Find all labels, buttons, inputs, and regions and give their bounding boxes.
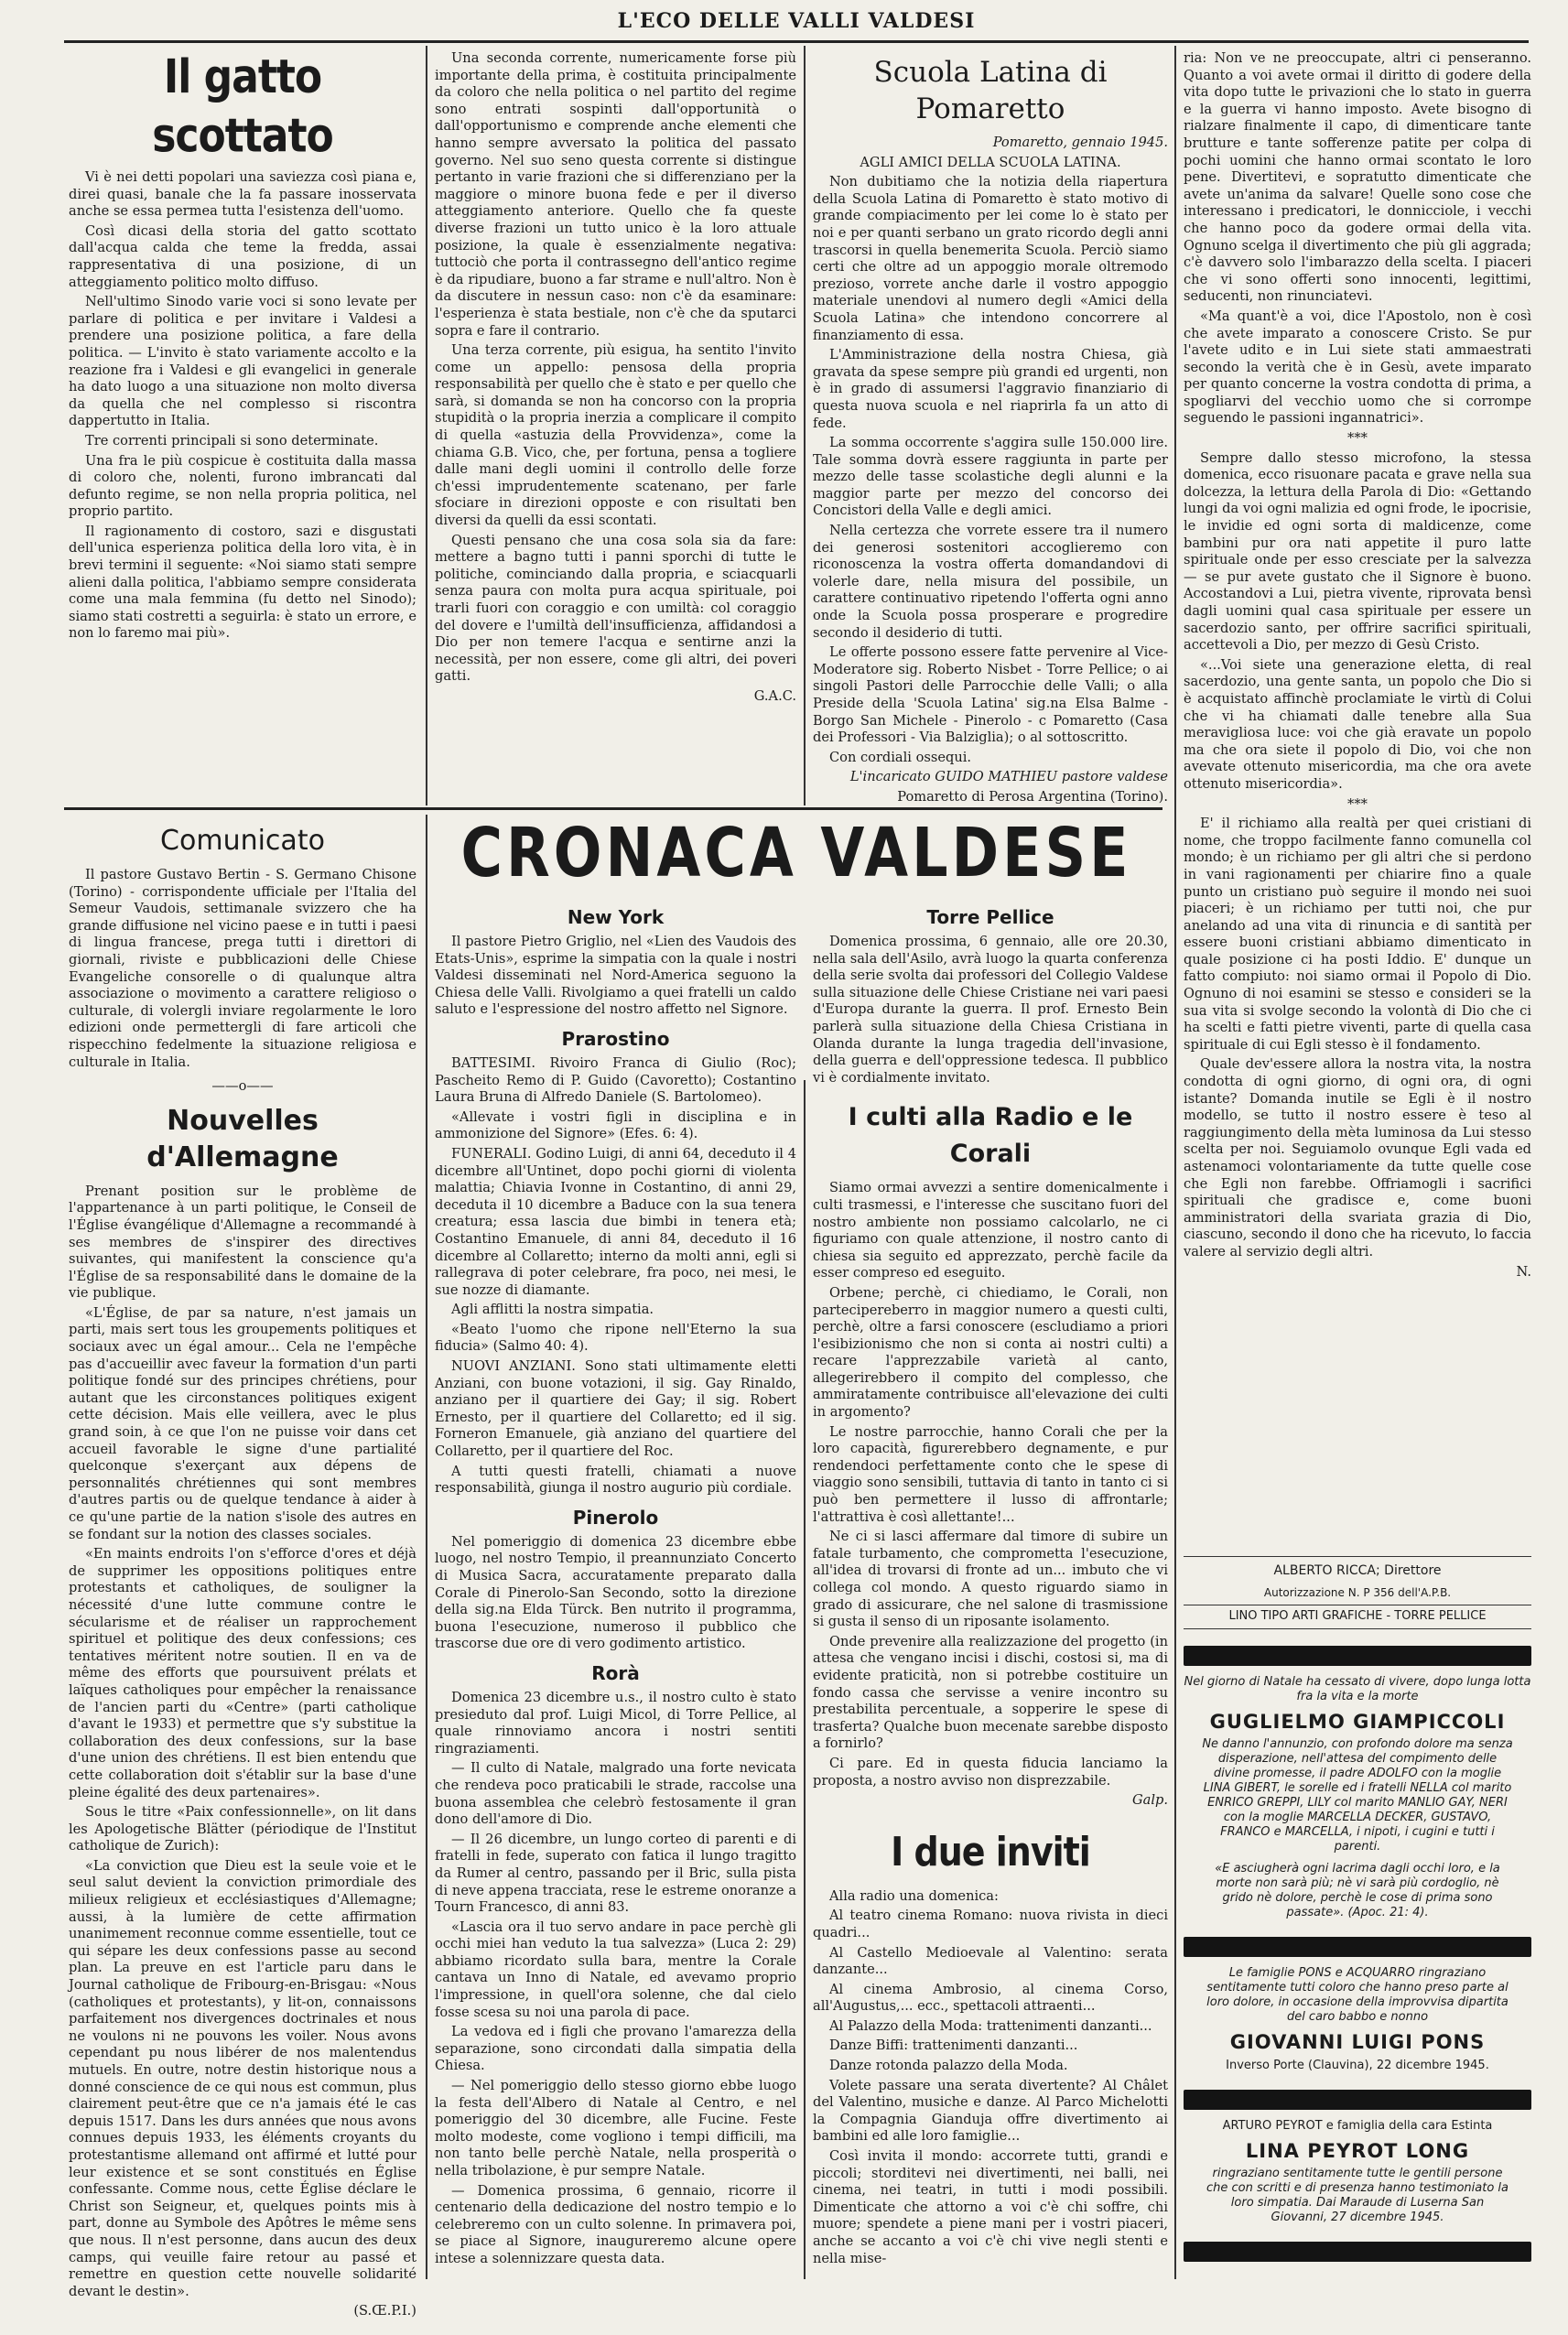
- paragraph: Al Castello Medioevale al Valentino: serata danzante...: [813, 1944, 1168, 1978]
- dateline: Pomaretto, gennaio 1945.: [992, 135, 1168, 150]
- paragraph: Tre correnti principali si sono determinate.: [85, 432, 379, 449]
- authorization: Autorizzazione N. P 356 dell'A.P.B.: [1263, 1586, 1452, 1599]
- article-title: I culti alla Radio e le Corali: [848, 1103, 1133, 1169]
- paragraph: Sempre dallo stesso microfono, la stessa domenica, ecco risuonare pacata e grave nella sua dolcezza, la lettura della Parola di Dio: «Gettando lungi da voi ogni malizia ed ogni frode, le ipocrisie, le invidie ed ogni sorta di maldicenze, come bambini pur ora nati appetite il puro latte spirituale onde per esso cresciate per la salvezza — se pur avete gustato che il Signore è buono. Accostandovi a Lui, pietra vivente, riprovata bensì dagli uomini qual casa spirituale per essere un sacerdozio santo, per offrire sacrifici spirituali, accettevoli a Dio, per mezzo di Gesù Cristo.: [1184, 449, 1531, 654]
- paragraph: Al Palazzo della Moda: trattenimenti danzanti...: [829, 2017, 1152, 2034]
- top-rule: [64, 40, 1529, 43]
- paragraph: BATTESIMI. Rivoiro Franca di Giulio (Roc); Pascheito Remo di P. Guido (Cavoretto); Costantino Laura Bruna di Alfredo Daniele (S. Bartolomeo).: [435, 1054, 796, 1106]
- article-title: Nouvelles d'Allemagne: [146, 1104, 339, 1173]
- paragraph: Vi è nei detti popolari una saviezza così piana e, direi quasi, banale che la fa passare inosservata anche se essa permea tutta l'esistenza dell'uomo.: [69, 169, 416, 220]
- printer: LINO TIPO ARTI GRAFICHE - TORRE PELLICE: [1184, 1605, 1531, 1629]
- subsection-title: Prarostino: [561, 1027, 670, 1050]
- paragraph: Nella certezza che vorrete essere tra il numero dei generosi sostenitori accoglieremo con riconoscenza la vostra offerta domandandovi di volerle dare, nella misura del possibile, un carattere continuativo ripetendo l'offerta ogni anno onde la Scuola possa prosperare e progredire secondo il desiderio di tutti.: [813, 523, 1168, 641]
- paragraph: Danze rotonda palazzo della Moda.: [829, 2058, 1068, 2074]
- paragraph: Il pastore Gustavo Bertin - S. Germano Chisone (Torino) - corrispondente ufficiale per l'Italia del Semeur Vaudois, settimanale svizzero che ha grande diffusione nel vicino paese e in tutti i paesi di lingua francese, prega tutti i direttori di giornali, riviste e pubblicazioni delle Chiese Evangeliche consorelle o di qualunque altra associazione o movimento a carattere religioso o culturale, di volergli inviare regolarmente le loro edizioni onde permettergli di fare articoli che rispecchino fedelmente la situazione religiosa e culturale in Italia.: [69, 867, 416, 1070]
- paragraph: «La conviction que Dieu est la seule voie et le seul salut devient la conviction primordiale des milieux religieux et ecclésiastiques d'Allemagne; aussi, à la lumière de cette affirmation unanimement reconnue comme essentielle, tout ce qui sépare les deux confessions passe au second plan. La preuve en est l'article paru dans le Journal catholique de Fribourg-en-Brisgau: «Nous (catholiques et protestants), y lit-on, connaissons parfaitement nos divergences doctrinales et nous ne voulons ni ne pouvons les voiler. Nous avons cependant pu nous libérer de nos malentendus mutuels. En outre, notre destin historique nous a donné conscience de ce qui nous est commun, plus clairement peut-être que ce n'a jamais été le cas depuis 1517. Dans les durs années que nous avons connues depuis 1933, les éléments croyants du protestantisme allemand ont affirmé et lutté pour leur existence et se sont constitués en Église confessante. Comme nous, cette Église déclare le Christ son Seigneur, et, quelques points mis à part, donne au Symbole des Apôtres le même sens que nous. Il n'est personne, dans aucun des deux camps, qui veuille faire retour au passé et remettre en question cette nouvelle solidarité devant le destin».: [69, 1857, 416, 2299]
- paragraph: «Beato l'uomo che ripone nell'Eterno la sua fiducia» (Salmo 40: 4).: [435, 1321, 796, 1355]
- column-rule: [1174, 46, 1176, 2279]
- director-line: ALBERTO RICCA; Direttore: [1184, 1556, 1531, 1579]
- notice-quote: «E asciugherà ogni lacrima dagli occhi loro, e la morte non sarà più; nè vi sarà più cordoglio, nè grido nè dolore, perchè le cose di prima sono passate». (Apoc. 21: 4).: [1215, 1862, 1500, 1920]
- separator: ——o——: [211, 1078, 274, 1095]
- notice-intro: ARTURO PEYROT e famiglia della cara Estinta: [1222, 2118, 1493, 2133]
- paragraph: — Il culto di Natale, malgrado una forte nevicata che rendeva poco praticabili le strade, raccolse una buona assemblea che celebrò festosamente il gran dono dell'amore di Dio.: [435, 1760, 796, 1828]
- paragraph: L'Amministrazione della nostra Chiesa, già gravata da spese sempre più grandi ed urgenti, non è in grado di assumersi l'aggravio finanziario di questa nuova scuola e nel riaprirla fa un atto di fede.: [813, 347, 1168, 431]
- paragraph: — Domenica prossima, 6 gennaio, ricorre il centenario della dedicazione del nostro tempio e lo celebreremo con un culto solenne. In primavera poi, se piace al Signore, inaugureremo alcune opere intese a solennizzare questa data.: [435, 2182, 796, 2266]
- paragraph: Volete passare una serata divertente? Al Châlet del Valentino, musiche e danze. Al Parco Michelotti la Compagnia Gianduja offre divertimento ai bambini ed alle loro famiglie...: [813, 2077, 1168, 2145]
- paragraph: Orbene; perchè, ci chiediamo, le Corali, non partecipereberro in maggior numero a questi culti, perchè, oltre a farsi conoscere (escludiamo a priori l'esibizionismo che non si conta ai nostri culti) a recare l'apprezzabile varietà al canto, allegerirebbero il compito del complesso, che ammiratamente contribuisce all'elevazione dei culti in argomento?: [813, 1284, 1168, 1421]
- subsection-title: New York: [567, 906, 665, 928]
- signature: Galp.: [1131, 1792, 1168, 1809]
- signature: G.A.C.: [753, 687, 796, 704]
- paragraph: Onde prevenire alla realizzazione del progetto (in attesa che vengano incisi i dischi, costosi si, ma di evidente praticità, non si potrebbe costituire un fondo cassa che servisse a venire incontro su prestabilita percentuale, a sopperire le spese di trasferta? Qualche buon mecenate sarebbe disposto a fornirlo?: [813, 1633, 1168, 1752]
- article-scuola: [813, 50, 1168, 805]
- notice-date: Inverso Porte (Clauvina), 22 dicembre 1945.: [1226, 2058, 1489, 2072]
- paragraph: Danze Biffi: trattenimenti danzanti...: [829, 2038, 1078, 2054]
- subsection-title: Pinerolo: [572, 1506, 659, 1529]
- paragraph: Quale dev'essere allora la nostra vita, la nostra condotta di ogni giorno, di ogni ora, di ogni istante? Domanda inutile se Egli è il nostro modello, se tutto il nostro essere è teso al raggiungimento della mèta luminosa da Lui stesso scelta per noi. Seguiamolo ovunque Egli vada ed astenamoci volontariamente da tutte quelle cose che Egli non farebbe. Offriamogli i sacrifici spirituali che gradisce e, come buoni amministratori della svariata grazia di Dio, ciascuno, secondo il dono che ha ricevuto, lo faccia valere al servizio degli altri.: [1184, 1056, 1531, 1259]
- masthead: L'ECO DELLE VALLI VALDESI: [617, 9, 976, 33]
- signature: (S.Œ.P.I.): [353, 2303, 416, 2319]
- paragraph: Così dicasi della storia del gatto scottato dall'acqua calda che teme la fredda, assai rappresentativa di una posizione, di un atteggiamento politico molto diffuso.: [69, 222, 416, 290]
- notices-box: [1184, 1556, 1531, 2288]
- paragraph: Il pastore Pietro Griglio, nel «Lien des Vaudois des Etats-Unis», esprime la simpatia con la quale i nostri Valdesi disseminati nel Nord-America seguono la Chiesa delle Valli. Rivolgiamo a quei fratelli un caldo saluto e l'espressione del nostro affetto nel Signore.: [435, 934, 796, 1018]
- paragraph: La vedova ed i figli che provano l'amarezza della separazione, sono circondati dalla simpatia della Chiesa.: [435, 2024, 796, 2074]
- signature: N.: [1516, 1263, 1531, 1280]
- cronaca-col-right: [813, 897, 1168, 2284]
- paragraph: Alla radio una domenica:: [829, 1887, 999, 1904]
- paragraph: Ne ci si lasci affermare dal timore di subire un fatale turbamento, che comprometta l'esecuzione, all'idea di trovarsi di fronte ad un... imbuto che vi collega col mondo. A questo riguardo siamo in grado di assicurare, che nel salone di trasmissione si gusta il senso di un riposante isolamento.: [813, 1529, 1168, 1630]
- stars: ***: [1347, 430, 1368, 447]
- paragraph: Agli afflitti la nostra simpatia.: [451, 1302, 654, 1318]
- paragraph: Nell'ultimo Sinodo varie voci si sono levate per parlare di politica e per invitare i Valdesi a prendere una posizione politica, a fare della politica. — L'invito è stato variamente accolto e la reazione fra i Valdesi e gli evangelici in generale ha dato luogo a una situazione non molto diversa da quella che nel complesso si riscontra dappertutto in Italia.: [69, 294, 416, 429]
- address: Pomaretto di Perosa Argentina (Torino).: [897, 788, 1168, 805]
- paragraph: Le offerte possono essere fatte pervenire al Vice-Moderatore sig. Roberto Nisbet - Torre Pellice; o ai singoli Pastori delle Parrocchie delle Valli; o alla Preside della 'Scuola Latina' sig.na Elsa Balme - Borgo San Michele - Pinerolo - c Pomaretto (Casa dei Professori - Via Balziglia); o al sottoscritto.: [813, 644, 1168, 746]
- article-comunicato-nouvelles: [69, 819, 416, 2319]
- signature: L'incaricato GUIDO MATHIEU pastore valdese: [849, 769, 1168, 785]
- column-rule: [426, 46, 427, 805]
- notice-name: GIOVANNI LUIGI PONS: [1229, 2031, 1486, 2054]
- paragraph: «L'Église, de par sa nature, n'est jamais un parti, mais sert tous les groupements politiques et sociaux avec un égal amour... Cela ne l'empêche pas d'accueillir avec faveur la formation d'un parti politique fondé sur des principes chrétiens, pour autant que les circonstances politiques exigent cette décision. Mais elle veillera, avec le plus grand soin, à ce que l'on ne puisse voir dans cet accueil favorable le signe d'une partialité quelconque s'exerçant aux dépens de personnalités chrétiennes qui sont membres d'autres partis ou de quelque tendance à aider à ce qu'une partie de la nation s'isole des autres en se fondant sur la notion des classes sociales.: [69, 1304, 416, 1542]
- cronaca-col-left: [435, 897, 796, 2284]
- salutation: AGLI AMICI DELLA SCUOLA LATINA.: [860, 154, 1121, 170]
- article-title: Il gatto scottato: [152, 49, 333, 163]
- notice-intro: Nel giorno di Natale ha cessato di vivere, dopo lunga lotta fra la vita e la morte: [1184, 1674, 1531, 1703]
- paragraph: «Lascia ora il tuo servo andare in pace perchè gli occhi miei han veduto la tua salvezza» (Luca 2: 29) abbiamo ricordato sulla bara, mentre la Corale cantava un Inno di Natale, ed avevamo proprio l'impressione, in quell'ora solenne, che dal cielo fosse scesa su noi una parola di pace.: [435, 1919, 796, 2020]
- paragraph: «En maints endroits l'on s'efforce d'ores et déjà de supprimer les oppositions politiques entre protestants et catholiques, de souligner la nécessité d'une lutte commune contre le sécularisme et de réaliser un rapprochement spirituel et politique des deux confessions; ces tentatives méritent notre soutien. Il en va de même des efforts que poursuivent prélats et laïques catholiques pour empêcher la renaissance de l'ancien parti du «Centre» (parti catholique d'avant le 1933) et permettre que s'y substitue la collaboration des deux confessions, sur la base d'une union des chrétiens. Il est bien entendu que cette collaboration doit s'établir sur la base d'une pleine égalité des deux partenaires».: [69, 1546, 416, 1800]
- article-title: I due inviti: [891, 1828, 1090, 1876]
- paragraph: Nel pomeriggio di domenica 23 dicembre ebbe luogo, nel nostro Tempio, il preannunziato Concerto di Musica Sacra, accuratamente preparato dalla Corale di Pinerolo-San Secondo, sotto la direzione della sig.na Elda Türck. Ben nutrito il programma, buona l'esecuzione, numeroso il pubblico che trascorse due ore di vero godimento artistico.: [435, 1533, 796, 1652]
- paragraph: A tutti questi fratelli, chiamati a nuove responsabilità, giunga il nostro augurio più cordiale.: [435, 1463, 796, 1497]
- notice-text: ringraziano sentitamente tutte le gentili persone che con scritti e di presenza hanno testimoniato la loro simpatia. Dai Maraude di Luserna San Giovanni, 27 dicembre 1945.: [1206, 2167, 1509, 2225]
- notice-name: GUGLIELMO GIAMPICCOLI: [1209, 1710, 1506, 1733]
- paragraph: ria: Non ve ne preoccupate, altri ci penseranno. Quanto a voi avete ormai il diritto di godere della vita dopo tutte le privazioni che lo stato in guerra e la guerra vi hanno imposto. Avete bisogno di rialzare finalmente il capo, di dimenticare tante brutture e tante sofferenze patite per colpa di pochi uomini che hanno ormai scontato le loro pene. Divertitevi, e sopratutto dimenticate che avete un'anima da salvare! Quelle sono cose che interessano i predicatori, le donnicciole, i vecchi che hanno poco da godere ormai della vita. Ognuno scelga il divertimento che più gli aggrada; c'è davvero solo l'imbarazzo della scelta. I piaceri che vi sono offerti sono innocenti, legittimi, seducenti, non rinunciatevi.: [1184, 50, 1531, 305]
- black-bar: [1184, 1646, 1531, 1666]
- subsection-title: Rorà: [591, 1661, 640, 1684]
- column-rule: [804, 46, 806, 805]
- column-rule: [426, 815, 427, 2279]
- paragraph: «Allevate i vostri figli in disciplina e in ammonizione del Signore» (Efes. 6: 4).: [435, 1108, 796, 1142]
- paragraph: Così invita il mondo: accorrete tutti, grandi e piccoli; storditevi nei divertimenti, nei balli, nei cinema, nei teatri, in tutti i modi possibili. Dimenticate che attorno a voi c'è chi soffre, chi muore; spendete a piene mani per i vostri piaceri, anche se accanto a voi c'è chi vive negli stenti e nella mise-: [813, 2148, 1168, 2266]
- paragraph: «Ma quant'è a voi, dice l'Apostolo, non è così che avete imparato a conoscere Cristo. Se pur l'avete udito e in Lui siete stati ammaestrati secondo la verità che è in Gesù, avete imparato per quanto concerne la vostra condotta di prima, a spogliarvi del vecchio uomo che si corrompe seguendo le passioni ingannatrici».: [1184, 308, 1531, 427]
- paragraph: «...Voi siete una generazione eletta, di real sacerdozio, una gente santa, un popolo che Dio si è acquistato affinchè proclamiate le virtù di Colui che vi ha chiamati dalle tenebre alla Sua meravigliosa luce: voi che già eravate un popolo ma che ora siete il popolo di Dio, voi che non avevate ottenuto misericordia, ma che ora avete ottenuto misericordia».: [1184, 656, 1531, 792]
- stars: ***: [1347, 795, 1368, 812]
- paragraph: Una terza corrente, più esigua, ha sentito l'invito come un appello: pensosa della propria responsabilità per quello che è stato e per quello che sarà, si domanda se non ha concorso con la propria stupidità o la propria inerzia a complicare il compito di quella «astuzia della Provvidenza», come la chiama G.B. Vico, che, per fortuna, pensa a togliere dalle mani degli uomini il controllo delle forze ch'essi imprudentemente scatenano, per farle sfociare in direzioni opposte e con risultati ben diversi da quelli da essi scontati.: [435, 342, 796, 529]
- paragraph: E' il richiamo alla realtà per quei cristiani di nome, che troppo facilmente fanno comunella col mondo; è un richiamo per gli altri che si perdono in vani ragionamenti per chiarire fino a quale punto un cristiano può seguire il mondo nei suoi piaceri; è un richiamo per tutti noi, che pur anelando ad una vita di rinuncia e di santità per essere buoni cristiani abbiamo dimenticato in quale posizione ci ha posti Iddio. E' dunque un fatto compiuto: noi siamo ormai il Popolo di Dio. Ognuno di noi esamini se stesso e consideri se la sua vita si svolge secondo la volontà di Dio che ci ha scelti e fatti pietre viventi, parte di quella casa spirituale di cui Egli stesso è il fondamento.: [1184, 816, 1531, 1053]
- paragraph: Al cinema Ambrosio, al cinema Corso, all'Augustus,... ecc., spettacoli attraenti...: [813, 1981, 1168, 2015]
- subsection-title: Torre Pellice: [926, 906, 1054, 928]
- article-title: Scuola Latina di Pomaretto: [873, 56, 1108, 125]
- paragraph: Il ragionamento di costoro, sazi e disgustati dell'unica esperienza politica della loro vita, è in brevi termini il seguente: «Noi siamo stati sempre alieni dalla politica, l'abbiamo sempre considerata come una mala femmina (fu detto nel Sinodo); siamo stati costretti a seguirla: è stato un errore, e non lo faremo mai più».: [69, 523, 416, 642]
- paragraph: Le nostre parrocchie, hanno Corali che per la loro capacità, figurerebbero degnamente, e pur rendendoci perfettamente conto che le spese di viaggio sono sensibili, tuttavia di tanto in tanto ci si può ben permettere il lusso di affrontarle; l'attrattiva è così allettante!...: [813, 1423, 1168, 1525]
- black-bar: [1184, 1937, 1531, 1957]
- paragraph: — Nel pomeriggio dello stesso giorno ebbe luogo la festa dell'Albero di Natale al Centro, e nel pomeriggio del 30 dicembre, alle Fucine. Feste molto modeste, come vogliono i tempi difficili, ma non tanto belle perchè Natale, nella prosperità o nella tribolazione, è pur sempre Natale.: [435, 2078, 796, 2178]
- paragraph: Sous le titre «Paix confessionnelle», on lit dans les Apologetische Blätter (périodique de l'Institut catholique de Zurich):: [69, 1804, 416, 1854]
- notice-name: LINA PEYROT LONG: [1245, 2139, 1470, 2162]
- article-gatto-col2: [435, 50, 796, 805]
- paragraph: Prenant position sur le problème de l'appartenance à un parti politique, le Conseil de l'Église évangélique d'Allemagne a recommandé à ses membres de s'inspirer des directives suivantes, qui manifestent la conscience qu'a l'Église de sa responsabilité dans le domaine de la vie publique.: [69, 1183, 416, 1302]
- notice-text: Le famiglie PONS e ACQUARRO ringraziano sentitamente tutti coloro che hanno preso parte al loro dolore, in occasione della improvvisa dipartita del caro babbo e nonno: [1206, 1966, 1509, 2025]
- black-bar: [1184, 2090, 1531, 2110]
- paragraph: Ci pare. Ed in questa fiducia lanciamo la proposta, a nostro avviso non disprezzabile.: [813, 1755, 1168, 1789]
- paragraph: Domenica prossima, 6 gennaio, alle ore 20.30, nella sala dell'Asilo, avrà luogo la quarta conferenza della serie svolta dai professori del Collegio Valdese sulla situazione delle Chiese Cristiane nei vari paesi d'Europa durante la guerra. Il prof. Ernesto Bein parlerà sulla situazione della Chiesa Cristiana in Olanda durante la lunga tragedia dell'invasione, della guerra e dell'oppressione tedesca. Il pubblico vi è cordialmente invitato.: [813, 934, 1168, 1086]
- closing: Con cordiali ossequi.: [829, 749, 972, 765]
- column-rule: [804, 1080, 806, 2279]
- paragraph: FUNERALI. Godino Luigi, di anni 64, deceduto il 4 dicembre all'Untinet, dopo pochi giorni di violenta malattia; Chiavia Ivonne in Costantino, di anni 29, deceduta il 10 dicembre a Baduce con la sua tenera creatura; essa lascia due bimbi in tenera età; Costantino Emanuele, di anni 84, deceduto il 16 dicembre al Collaretto; interno da molti anni, egli si rallegrava di poter celebrare, fra poco, nei mesi, le sue nozze di diamante.: [435, 1145, 796, 1298]
- paragraph: Questi pensano che una cosa sola sia da fare: mettere a bagno tutti i panni sporchi di tutte le politiche, cominciando dalla propria, e sciacquarli senza paura con molta pura acqua spirituale, poi trarli fuori con coraggio e con umiltà: col coraggio del dovere e l'umiltà dell'insufficienza, affidandosi a Dio per non temere l'acqua e sentirne anzi la necessità, per non essere, come gli altri, dei poveri gatti.: [435, 532, 796, 685]
- paragraph: Non dubitiamo che la notizia della riapertura della Scuola Latina di Pomaretto è stato motivo di grande compiacimento per lei come lo è stato per noi e per quanti serbano un grato ricordo degli anni trascorsi in quella benemerita Scuola. Perciò siamo certi che oltre ad un appoggio morale oltremodo prezioso, vorrete anche darle il vostro appoggio materiale unendovi al numero degli «Amici della Scuola Latina» che intendono concorrere al finanziamento di essa.: [813, 174, 1168, 343]
- article-title: Comunicato: [160, 825, 325, 857]
- paragraph: La somma occorrente s'aggira sulle 150.000 lire. Tale somma dovrà essere raggiunta in parte per mezzo delle tasse scolastiche degli alunni e la maggior parte per mezzo del concorso dei Concistori della Valle e degli amici.: [813, 435, 1168, 519]
- paragraph: Siamo ormai avvezzi a sentire domenicalmente i culti trasmessi, e l'interesse che suscitano fuori del nostro ambiente non possiamo calcolarlo, ne ci figuriamo con quale attenzione, il nostro canto di chiesa sia seguito ed apprezzato, perchè facile da esser compreso ed eseguito.: [813, 1180, 1168, 1281]
- black-bar: [1184, 2242, 1531, 2262]
- notice-text: Ne danno l'annunzio, con profondo dolore ma senza disperazione, nell'attesa del compimento delle divine promesse, il padre ADOLFO con la moglie LINA GIBERT, le sorelle ed i fratelli NELLA col marito ENRICO GREPPI, LILY col marito MANLIO GAY, NERI con la moglie MARCELLA DECKER, GUSTAVO, FRANCO e MARCELLA, i nipoti, i cugini e tutti i parenti.: [1202, 1737, 1513, 1854]
- paragraph: Una seconda corrente, numericamente forse più importante della prima, è costituita principalmente da coloro che nella politica o nel partito del regime sono entrati sospinti dall'opportunità o dall'opportunismo e comprende anche elementi che hanno sempre avversato la politica del passato governo. Nel suo seno questa corrente si distingue pertanto in varie frazioni che si differenziano per la maggiore o minore buona fede e per il diverso atteggiamento anteriore. Quello che fa queste diverse frazioni un tutto unico è la loro attuale posizione, la quale è essenzialmente negativa: tuttociò che porta il contrassegno dell'antico regime è da ripudiare, buono a far strame e null'altro. Non è da discutere in nessun caso: non c'è da esaminare: l'esperienza è stata bestiale, non c'è che da sputarci sopra e fare il contrario.: [435, 50, 796, 339]
- paragraph: — Il 26 dicembre, un lungo corteo di parenti e di fratelli in fede, superato con fatica il lungo tragitto da Rumer al centro, passando per il Bric, sulla pista di neve appena tracciata, rese le estreme onoranze a Tourn Francesco, di anni 83.: [435, 1831, 796, 1916]
- paragraph: NUOVI ANZIANI. Sono stati ultimamente eletti Anziani, con buone votazioni, il sig. Gay Rinaldo, anziano per il quartiere dei Gay; il sig. Robert Ernesto, per il quartiere del Collaretto; ed il sig. Forneron Emanuele, già anziano del quartiere del Collaretto, per il quartiere del Roc.: [435, 1358, 796, 1460]
- paragraph: Una fra le più cospicue è costituita dalla massa di coloro che, nolenti, furono imbrancati dal defunto regime, se non nella propria politica, nel proprio partito.: [69, 452, 416, 520]
- section-title: CRONACA VALDESE: [460, 812, 1132, 893]
- article-col4: [1184, 50, 1531, 1551]
- paragraph: Domenica 23 dicembre u.s., il nostro culto è stato presieduto dal prof. Luigi Micol, di Torre Pellice, al quale rinnoviamo ancora i nostri sentiti ringraziamenti.: [435, 1689, 796, 1757]
- paragraph: Al teatro cinema Romano: nuova rivista in dieci quadri...: [813, 1908, 1168, 1940]
- article-gatto-col1: [69, 50, 416, 805]
